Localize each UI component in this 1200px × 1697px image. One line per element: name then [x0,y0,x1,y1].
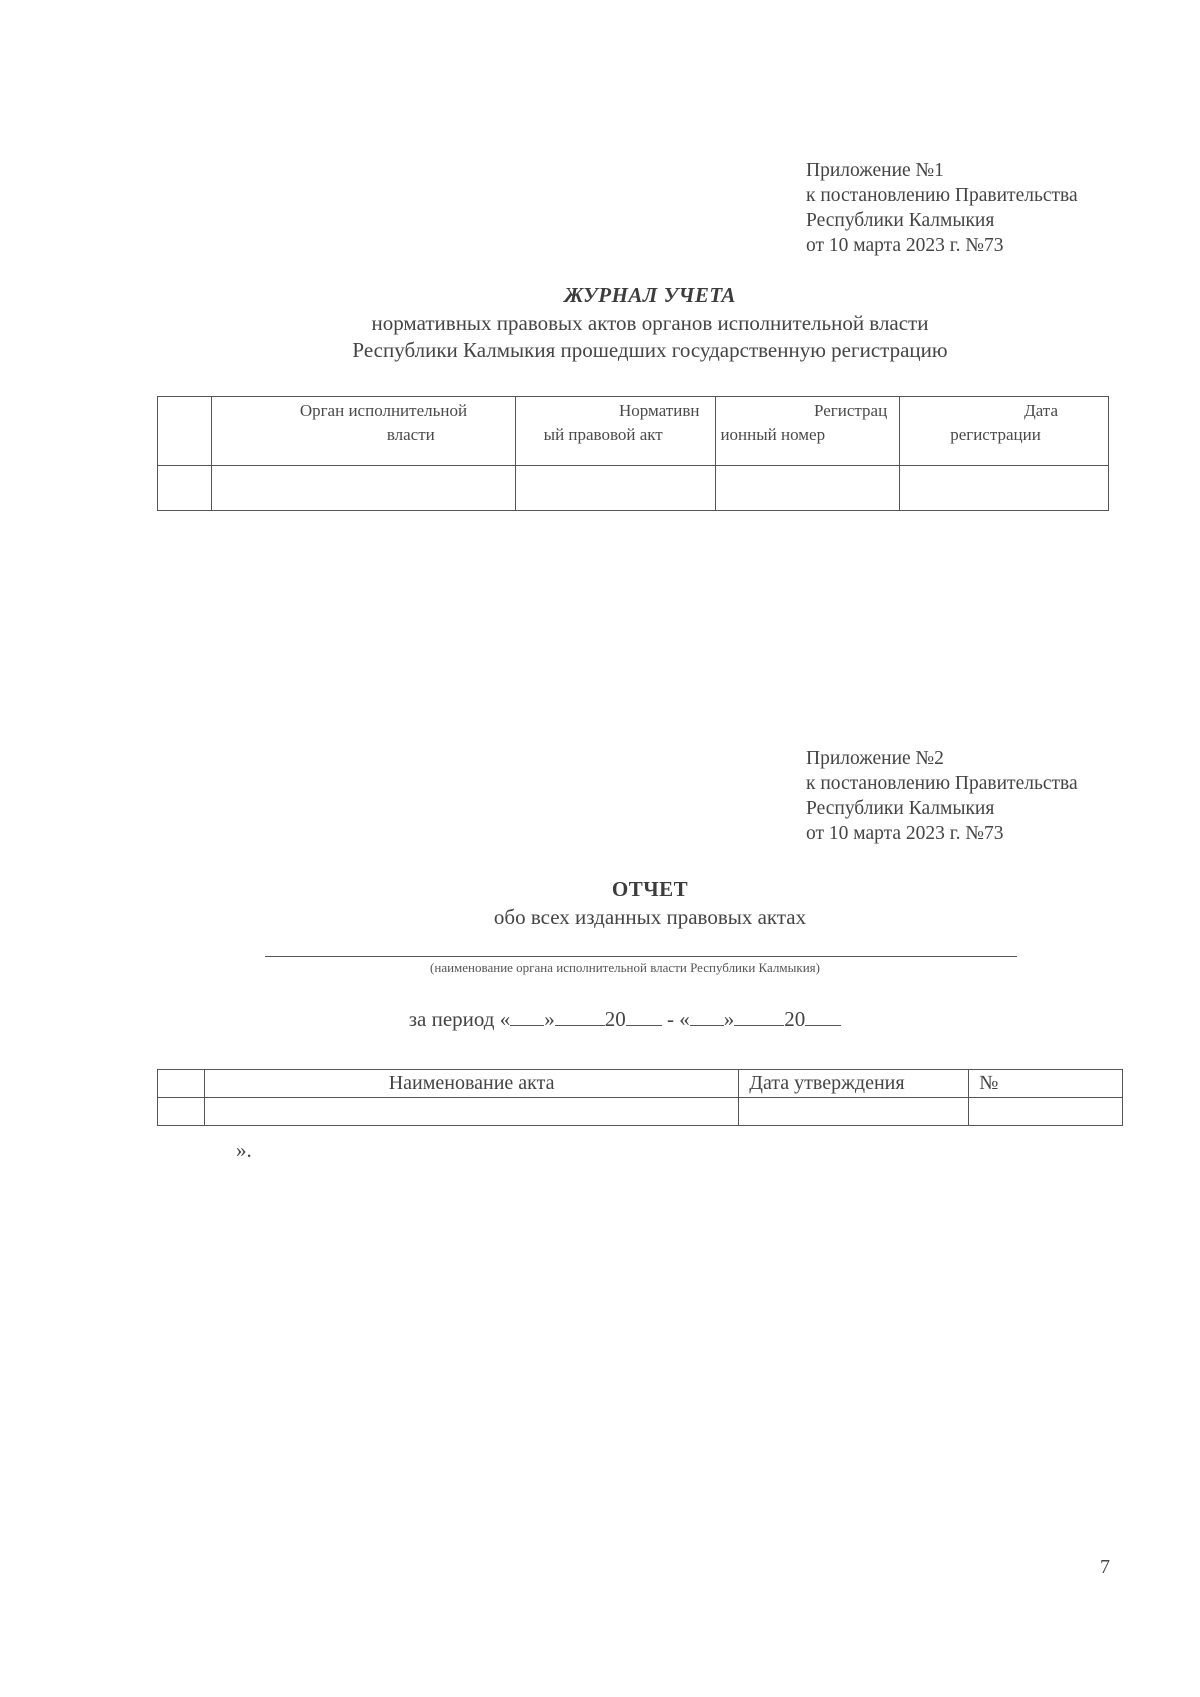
journal-header-reg-number [716,397,900,466]
report-header-approval-date-label: Дата утверждения [749,1072,905,1094]
report-header-number-label: № [979,1072,999,1094]
closing-quote: ». [236,1138,252,1162]
journal-header-reg-number-line-2: ионный номер [720,425,826,444]
journal-header-authority-line-1: Орган исполнительной [299,401,468,420]
journal-header-reg-date-line-2: регистрации [950,425,1041,444]
period-end-month-blank [734,1007,784,1026]
period-start-day-blank [510,1007,544,1026]
period-year-prefix-2: 20 [784,1007,806,1031]
journal-subtitle [50,310,1200,364]
appendix-2-line-4: от 10 марта 2023 г. №73 [806,823,1004,844]
report-cell [739,1098,969,1126]
journal-cell [158,466,212,511]
journal-cell [716,466,900,511]
journal-header-reg-date [900,397,1109,466]
report-table-row [158,1098,1123,1126]
journal-header-act-line-2: ый правовой акт [543,425,663,444]
entity-name-caption: (наименование органа исполнительной власти Республики Калмыкия) [430,960,820,975]
journal-cell [900,466,1109,511]
report-cell [204,1098,738,1126]
report-title: ОТЧЕТ [611,877,689,901]
report-cell [969,1098,1123,1126]
appendix-2-line-3: Республики Калмыкия [806,798,995,819]
period-start-year-blank [626,1007,662,1026]
journal-title: ЖУРНАЛ УЧЕТА [564,283,736,307]
report-subtitle: обо всех изданных правовых актах [493,905,807,929]
journal-subtitle-line-1: нормативных правовых актов органов исполнительной власти [371,311,929,335]
journal-cell [515,466,716,511]
period-quote-close-1: » [544,1007,555,1031]
appendix-2-header [806,746,1166,846]
appendix-2-line-1: Приложение №2 [806,748,944,769]
period-year-prefix-1: 20 [604,1007,626,1031]
report-cell [158,1098,205,1126]
journal-header-act [515,397,716,466]
journal-table [157,396,1109,511]
journal-header-act-line-1: Нормативн [619,401,700,420]
page-number: 7 [1100,1556,1110,1578]
report-header-index [158,1070,205,1098]
journal-header-index [158,397,212,466]
report-table [157,1069,1123,1126]
appendix-1-line-4: от 10 марта 2023 г. №73 [806,235,1004,256]
journal-cell [211,466,515,511]
journal-subtitle-line-2: Республики Калмыкия прошедших государственную регистрацию [352,338,948,362]
journal-table-header-row [158,397,1109,466]
period-quote-close-2: » [723,1007,735,1031]
period-end-day-blank [690,1007,724,1026]
entity-name-line [265,956,1017,957]
period-end-year-blank [805,1007,841,1026]
report-header-act-name [204,1070,738,1098]
appendix-1-line-1: Приложение №1 [806,160,944,181]
period-start-month-blank [555,1007,605,1026]
appendix-1-line-3: Республики Калмыкия [806,210,995,231]
report-period [0,1007,1200,1032]
appendix-1-header [806,158,1166,258]
journal-table-row [158,466,1109,511]
report-header-act-name-label: Наименование акта [388,1072,555,1094]
journal-header-reg-number-line-1: Регистрац [814,401,888,420]
journal-header-authority-line-2: власти [386,425,435,444]
period-dash: - « [661,1007,690,1031]
report-table-header-row [158,1070,1123,1098]
report-header-number [969,1070,1123,1098]
appendix-1-line-2: к постановлению Правительства [806,185,1078,206]
report-header-approval-date [739,1070,969,1098]
period-label: за период « [408,1007,511,1031]
appendix-2-line-2: к постановлению Правительства [806,773,1078,794]
journal-header-authority [211,397,515,466]
journal-header-reg-date-line-1: Дата [1024,401,1058,420]
